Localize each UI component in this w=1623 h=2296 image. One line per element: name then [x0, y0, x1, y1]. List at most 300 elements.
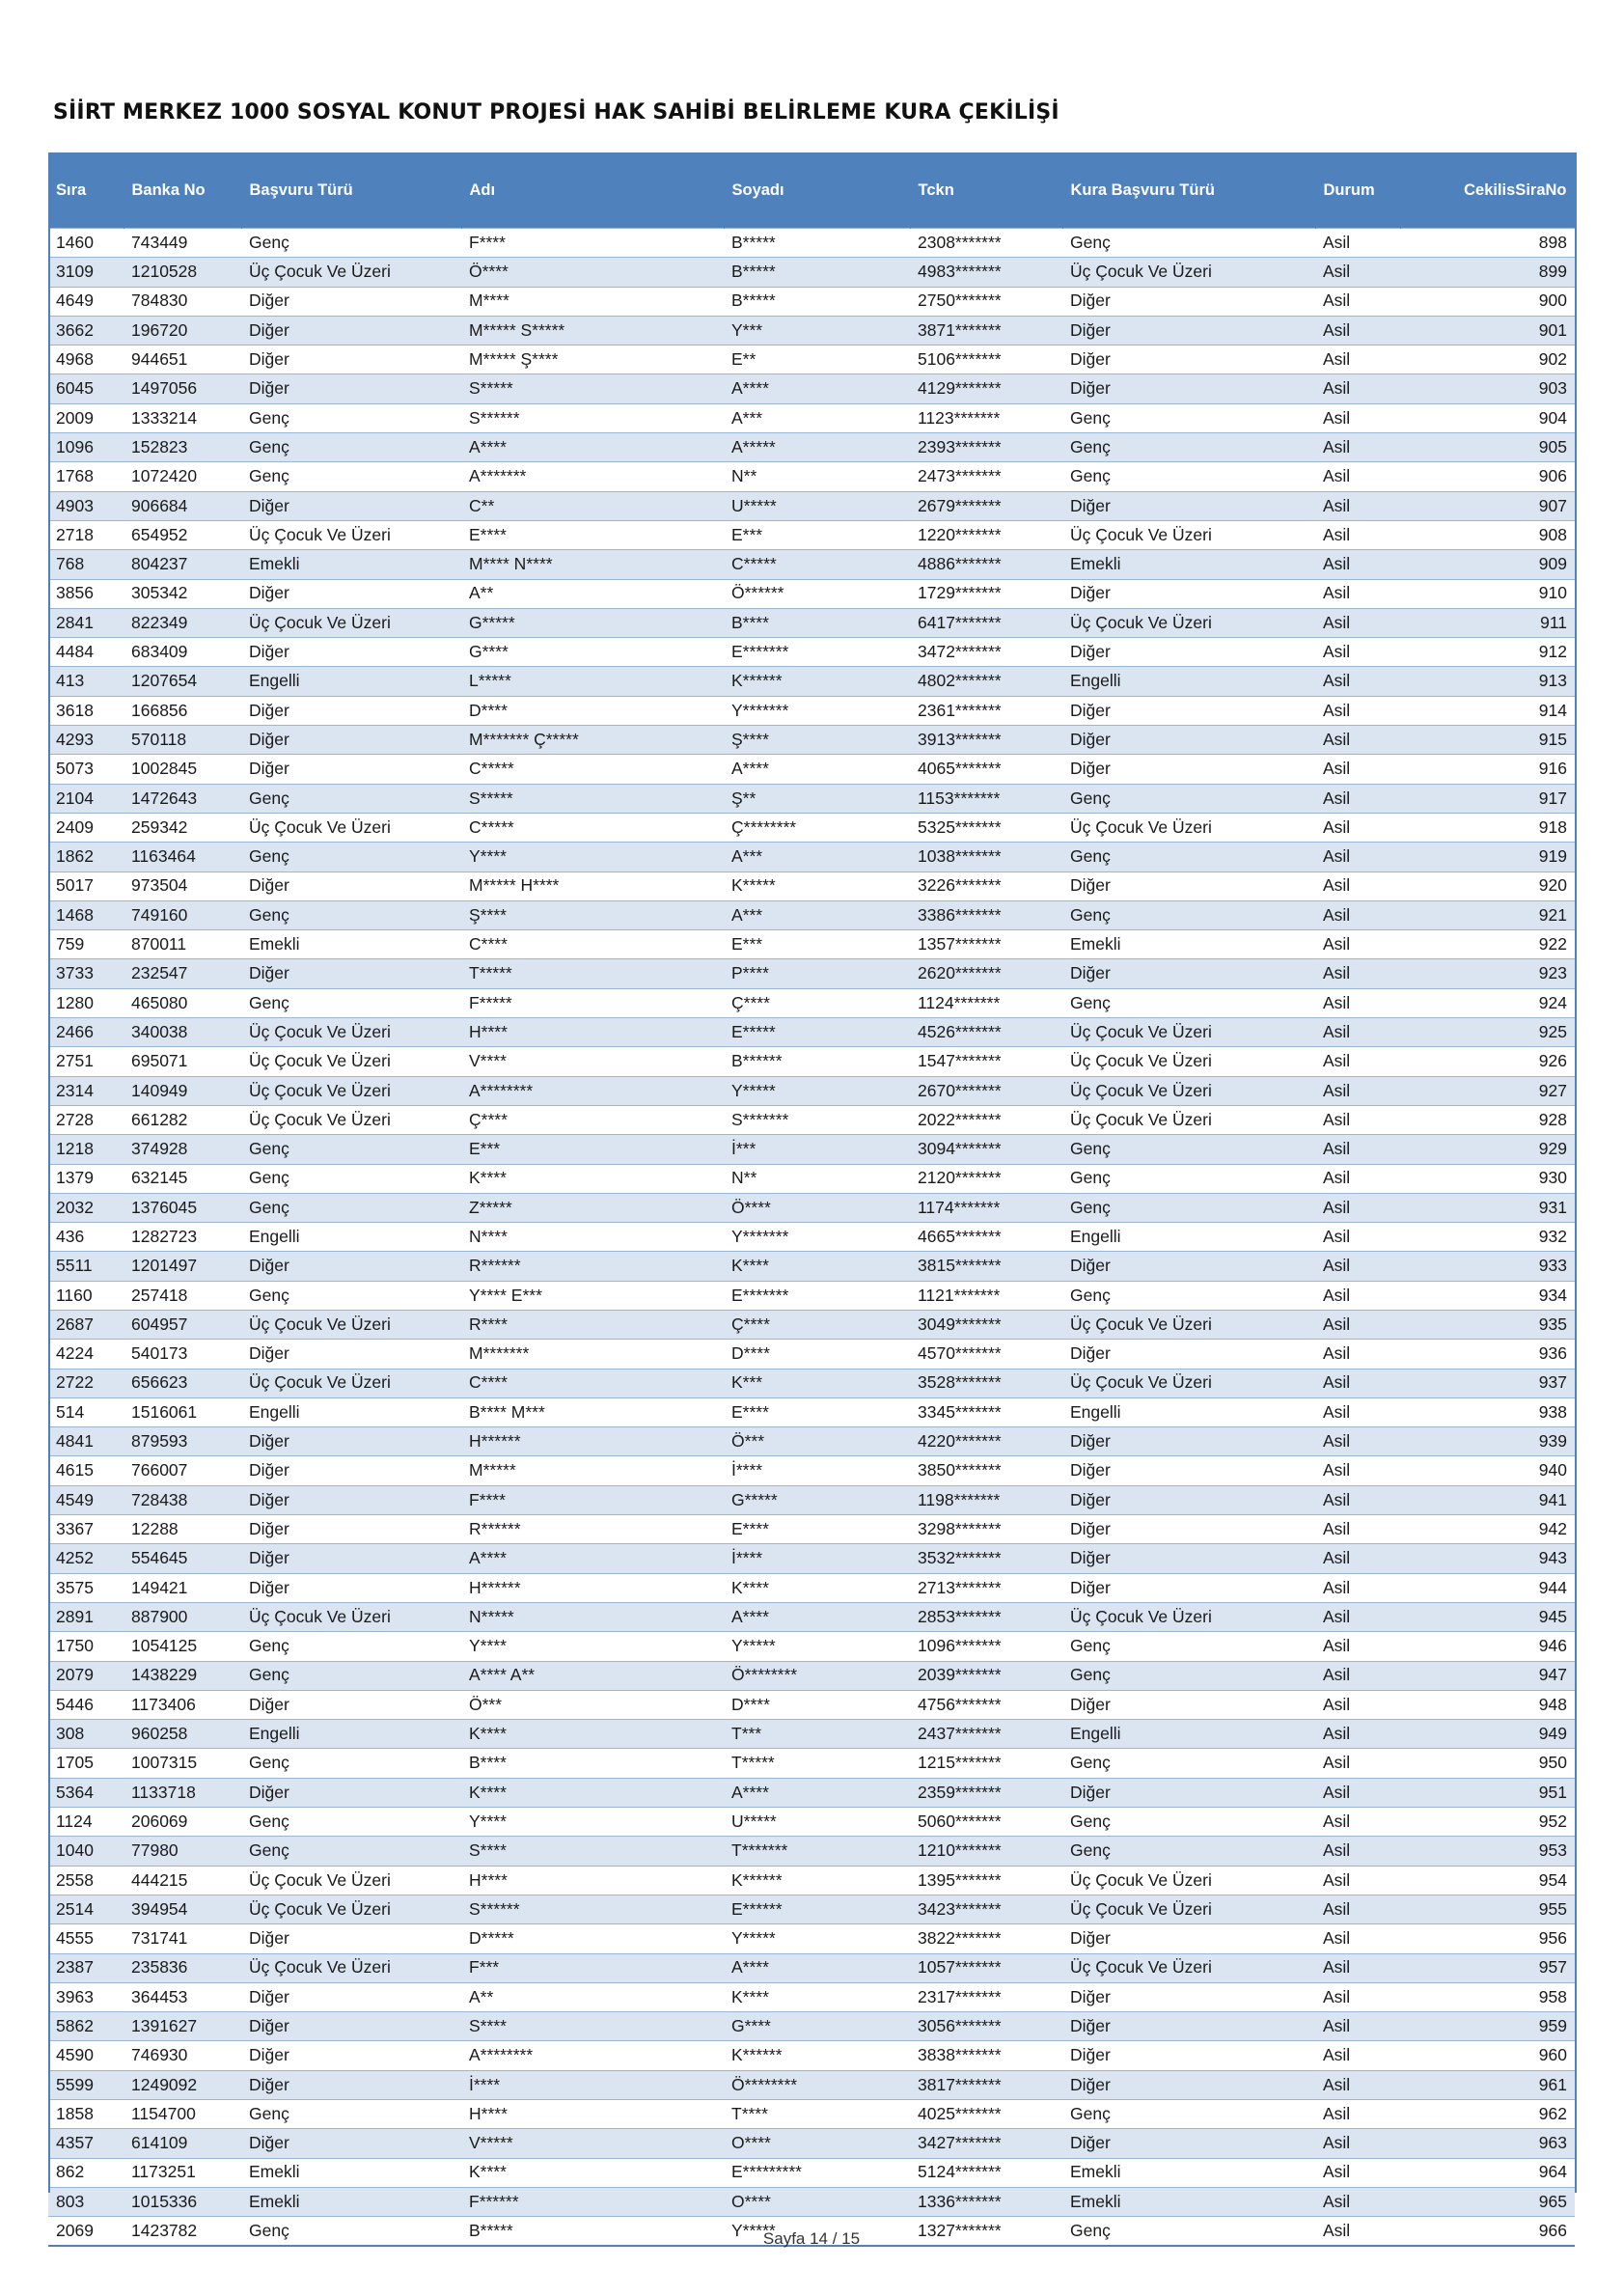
cell-adi: S**** — [461, 2012, 724, 2041]
cell-tckn: 1210******* — [910, 1837, 1062, 1866]
cell-sira: 768 — [48, 550, 124, 579]
table-row — [48, 229, 1575, 258]
cell-basvuru-turu: Diğer — [241, 1515, 461, 1544]
cell-kura-basvuru-turu: Diğer — [1062, 959, 1315, 988]
cell-basvuru-turu: Genç — [241, 1164, 461, 1193]
cell-kura-basvuru-turu: Genç — [1062, 403, 1315, 432]
cell-kura-basvuru-turu: Üç Çocuk Ve Üzeri — [1062, 1602, 1315, 1631]
cell-adi: İ**** — [461, 2070, 724, 2099]
cell-kura-basvuru-turu: Engelli — [1062, 667, 1315, 696]
cell-kura-basvuru-turu: Diğer — [1062, 1427, 1315, 1456]
cell-adi: B**** — [461, 1749, 724, 1778]
cell-basvuru-turu: Üç Çocuk Ve Üzeri — [241, 520, 461, 549]
cell-kura-basvuru-turu: Genç — [1062, 229, 1315, 258]
cell-banka-no: 1391627 — [124, 2012, 241, 2041]
cell-sira: 4549 — [48, 1485, 124, 1514]
cell-tckn: 1123******* — [910, 403, 1062, 432]
cell-sira: 4252 — [48, 1544, 124, 1573]
table-row — [48, 813, 1575, 842]
cell-cekilis-sira-no: 928 — [1400, 1105, 1575, 1134]
cell-kura-basvuru-turu: Diğer — [1062, 1778, 1315, 1807]
cell-basvuru-turu: Diğer — [241, 1456, 461, 1485]
cell-cekilis-sira-no: 914 — [1400, 696, 1575, 725]
cell-cekilis-sira-no: 917 — [1400, 784, 1575, 813]
cell-durum: Asil — [1315, 1544, 1400, 1573]
cell-sira: 2687 — [48, 1310, 124, 1339]
cell-adi: K**** — [461, 1720, 724, 1749]
table-row — [48, 1778, 1575, 1807]
cell-tckn: 1121******* — [910, 1281, 1062, 1310]
table-row — [48, 287, 1575, 316]
cell-sira: 1379 — [48, 1164, 124, 1193]
cell-durum: Asil — [1315, 1164, 1400, 1193]
cell-soyadi: E**** — [724, 1397, 910, 1426]
cell-adi: V**** — [461, 1047, 724, 1076]
cell-durum: Asil — [1315, 813, 1400, 842]
cell-sira: 1160 — [48, 1281, 124, 1310]
cell-sira: 1096 — [48, 433, 124, 462]
cell-tckn: 1198******* — [910, 1485, 1062, 1514]
cell-adi: R****** — [461, 1515, 724, 1544]
cell-adi: R****** — [461, 1252, 724, 1281]
cell-kura-basvuru-turu: Genç — [1062, 1193, 1315, 1222]
table-row — [48, 520, 1575, 549]
cell-banka-no: 1282723 — [124, 1223, 241, 1252]
cell-durum: Asil — [1315, 1515, 1400, 1544]
cell-kura-basvuru-turu: Üç Çocuk Ve Üzeri — [1062, 258, 1315, 287]
cell-soyadi: T*** — [724, 1720, 910, 1749]
cell-cekilis-sira-no: 963 — [1400, 2129, 1575, 2158]
cell-kura-basvuru-turu: Diğer — [1062, 316, 1315, 345]
cell-sira: 4484 — [48, 638, 124, 667]
cell-sira: 4903 — [48, 491, 124, 520]
cell-basvuru-turu: Genç — [241, 229, 461, 258]
cell-sira: 2841 — [48, 608, 124, 637]
cell-kura-basvuru-turu: Genç — [1062, 1632, 1315, 1661]
cell-soyadi: B***** — [724, 229, 910, 258]
cell-tckn: 4886******* — [910, 550, 1062, 579]
cell-adi: V***** — [461, 2129, 724, 2158]
cell-cekilis-sira-no: 926 — [1400, 1047, 1575, 1076]
cell-cekilis-sira-no: 931 — [1400, 1193, 1575, 1222]
cell-durum: Asil — [1315, 1105, 1400, 1134]
cell-basvuru-turu: Diğer — [241, 374, 461, 403]
cell-kura-basvuru-turu: Genç — [1062, 900, 1315, 929]
table-row — [48, 1866, 1575, 1895]
cell-basvuru-turu: Genç — [241, 784, 461, 813]
cell-adi: H**** — [461, 2100, 724, 2129]
cell-cekilis-sira-no: 929 — [1400, 1135, 1575, 1164]
cell-kura-basvuru-turu: Diğer — [1062, 1982, 1315, 2011]
cell-banka-no: 140949 — [124, 1076, 241, 1105]
cell-soyadi: Y***** — [724, 1076, 910, 1105]
cell-durum: Asil — [1315, 258, 1400, 287]
cell-kura-basvuru-turu: Engelli — [1062, 1397, 1315, 1426]
cell-sira: 3367 — [48, 1515, 124, 1544]
cell-kura-basvuru-turu: Genç — [1062, 1135, 1315, 1164]
cell-cekilis-sira-no: 959 — [1400, 2012, 1575, 2041]
cell-sira: 1750 — [48, 1632, 124, 1661]
cell-adi: F*** — [461, 1953, 724, 1982]
cell-durum: Asil — [1315, 462, 1400, 491]
cell-tckn: 3423******* — [910, 1895, 1062, 1923]
cell-soyadi: Ö**** — [724, 1193, 910, 1222]
cell-durum: Asil — [1315, 229, 1400, 258]
cell-tckn: 3226******* — [910, 871, 1062, 900]
cell-tckn: 1336******* — [910, 2187, 1062, 2216]
cell-adi: A******* — [461, 462, 724, 491]
cell-kura-basvuru-turu: Genç — [1062, 1281, 1315, 1310]
cell-banka-no: 540173 — [124, 1340, 241, 1369]
cell-adi: N**** — [461, 1223, 724, 1252]
cell-sira: 4590 — [48, 2041, 124, 2070]
cell-kura-basvuru-turu: Üç Çocuk Ve Üzeri — [1062, 1105, 1315, 1134]
table-row — [48, 638, 1575, 667]
cell-cekilis-sira-no: 946 — [1400, 1632, 1575, 1661]
cell-adi: F**** — [461, 1485, 724, 1514]
cell-adi: C**** — [461, 930, 724, 959]
table-row — [48, 1515, 1575, 1544]
cell-sira: 1280 — [48, 988, 124, 1017]
cell-basvuru-turu: Üç Çocuk Ve Üzeri — [241, 1105, 461, 1134]
cell-banka-no: 1438229 — [124, 1661, 241, 1690]
cell-soyadi: K**** — [724, 1573, 910, 1602]
cell-kura-basvuru-turu: Genç — [1062, 2100, 1315, 2129]
cell-durum: Asil — [1315, 1778, 1400, 1807]
cell-adi: Y**** — [461, 843, 724, 871]
cell-tckn: 3472******* — [910, 638, 1062, 667]
cell-kura-basvuru-turu: Engelli — [1062, 1223, 1315, 1252]
cell-cekilis-sira-no: 921 — [1400, 900, 1575, 929]
cell-basvuru-turu: Genç — [241, 1749, 461, 1778]
table-row — [48, 755, 1575, 784]
cell-soyadi: A*** — [724, 900, 910, 929]
cell-kura-basvuru-turu: Diğer — [1062, 1924, 1315, 1953]
cell-durum: Asil — [1315, 1924, 1400, 1953]
table-row — [48, 2012, 1575, 2041]
cell-sira: 862 — [48, 2158, 124, 2187]
cell-basvuru-turu: Diğer — [241, 871, 461, 900]
cell-durum: Asil — [1315, 433, 1400, 462]
cell-durum: Asil — [1315, 1661, 1400, 1690]
cell-tckn: 1057******* — [910, 1953, 1062, 1982]
cell-soyadi: Y***** — [724, 1924, 910, 1953]
cell-cekilis-sira-no: 918 — [1400, 813, 1575, 842]
table-row — [48, 1573, 1575, 1602]
cell-banka-no: 1333214 — [124, 403, 241, 432]
cell-soyadi: Ö****** — [724, 579, 910, 608]
cell-adi: Ö*** — [461, 1690, 724, 1719]
table-row — [48, 579, 1575, 608]
cell-tckn: 1327******* — [910, 2217, 1062, 2247]
cell-banka-no: 206069 — [124, 1808, 241, 1837]
cell-cekilis-sira-no: 944 — [1400, 1573, 1575, 1602]
cell-soyadi: S******* — [724, 1105, 910, 1134]
cell-tckn: 2317******* — [910, 1982, 1062, 2011]
cell-tckn: 4983******* — [910, 258, 1062, 287]
cell-soyadi: E*** — [724, 930, 910, 959]
cell-adi: T***** — [461, 959, 724, 988]
cell-banka-no: 1472643 — [124, 784, 241, 813]
table-row — [48, 667, 1575, 696]
cell-durum: Asil — [1315, 1808, 1400, 1837]
cell-cekilis-sira-no: 932 — [1400, 1223, 1575, 1252]
cell-durum: Asil — [1315, 1427, 1400, 1456]
table-row — [48, 843, 1575, 871]
cell-basvuru-turu: Üç Çocuk Ve Üzeri — [241, 1369, 461, 1397]
cell-adi: N***** — [461, 1602, 724, 1631]
cell-adi: H****** — [461, 1573, 724, 1602]
table-row — [48, 696, 1575, 725]
cell-adi: E**** — [461, 520, 724, 549]
cell-durum: Asil — [1315, 1866, 1400, 1895]
cell-basvuru-turu: Engelli — [241, 1397, 461, 1426]
cell-adi: B***** — [461, 2217, 724, 2247]
cell-durum: Asil — [1315, 784, 1400, 813]
cell-banka-no: 870011 — [124, 930, 241, 959]
cell-tckn: 3850******* — [910, 1456, 1062, 1485]
cell-durum: Asil — [1315, 2041, 1400, 2070]
cell-soyadi: G***** — [724, 1485, 910, 1514]
cell-sira: 4615 — [48, 1456, 124, 1485]
cell-sira: 2514 — [48, 1895, 124, 1923]
header-kura-basvuru-turu: Kura Başvuru Türü — [1062, 152, 1315, 229]
cell-durum: Asil — [1315, 1252, 1400, 1281]
cell-banka-no: 340038 — [124, 1018, 241, 1047]
cell-adi: A**** A** — [461, 1661, 724, 1690]
cell-adi: A** — [461, 579, 724, 608]
cell-cekilis-sira-no: 938 — [1400, 1397, 1575, 1426]
cell-kura-basvuru-turu: Diğer — [1062, 1456, 1315, 1485]
cell-cekilis-sira-no: 958 — [1400, 1982, 1575, 2011]
cell-kura-basvuru-turu: Diğer — [1062, 1340, 1315, 1369]
cell-tckn: 3345******* — [910, 1397, 1062, 1426]
cell-soyadi: E******* — [724, 638, 910, 667]
cell-tckn: 6417******* — [910, 608, 1062, 637]
cell-banka-no: 1002845 — [124, 755, 241, 784]
cell-banka-no: 149421 — [124, 1573, 241, 1602]
cell-cekilis-sira-no: 942 — [1400, 1515, 1575, 1544]
cell-durum: Asil — [1315, 988, 1400, 1017]
cell-soyadi: A*** — [724, 403, 910, 432]
cell-basvuru-turu: Diğer — [241, 755, 461, 784]
cell-adi: S**** — [461, 1837, 724, 1866]
cell-sira: 5862 — [48, 2012, 124, 2041]
cell-cekilis-sira-no: 937 — [1400, 1369, 1575, 1397]
cell-basvuru-turu: Diğer — [241, 316, 461, 345]
cell-durum: Asil — [1315, 1456, 1400, 1485]
cell-soyadi: Ç**** — [724, 1310, 910, 1339]
cell-kura-basvuru-turu: Emekli — [1062, 550, 1315, 579]
cell-durum: Asil — [1315, 579, 1400, 608]
cell-sira: 4841 — [48, 1427, 124, 1456]
cell-durum: Asil — [1315, 843, 1400, 871]
cell-banka-no: 1007315 — [124, 1749, 241, 1778]
table-row — [48, 1690, 1575, 1719]
cell-cekilis-sira-no: 902 — [1400, 346, 1575, 374]
cell-kura-basvuru-turu: Üç Çocuk Ve Üzeri — [1062, 1866, 1315, 1895]
cell-kura-basvuru-turu: Emekli — [1062, 930, 1315, 959]
cell-soyadi: B****** — [724, 1047, 910, 1076]
cell-sira: 3963 — [48, 1982, 124, 2011]
table-row — [48, 1808, 1575, 1837]
cell-basvuru-turu: Diğer — [241, 491, 461, 520]
cell-kura-basvuru-turu: Diğer — [1062, 638, 1315, 667]
cell-tckn: 4526******* — [910, 1018, 1062, 1047]
cell-adi: F****** — [461, 2187, 724, 2216]
cell-durum: Asil — [1315, 1340, 1400, 1369]
cell-basvuru-turu: Emekli — [241, 930, 461, 959]
header-soyadi: Soyadı — [724, 152, 910, 229]
cell-kura-basvuru-turu: Genç — [1062, 1661, 1315, 1690]
cell-kura-basvuru-turu: Diğer — [1062, 755, 1315, 784]
table-row — [48, 1953, 1575, 1982]
cell-soyadi: K****** — [724, 1866, 910, 1895]
cell-soyadi: A**** — [724, 1953, 910, 1982]
cell-adi: C***** — [461, 813, 724, 842]
cell-banka-no: 604957 — [124, 1310, 241, 1339]
cell-banka-no: 614109 — [124, 2129, 241, 2158]
cell-banka-no: 1210528 — [124, 258, 241, 287]
cell-kura-basvuru-turu: Diğer — [1062, 1544, 1315, 1573]
cell-sira: 2079 — [48, 1661, 124, 1690]
table-row — [48, 258, 1575, 287]
table-row — [48, 1602, 1575, 1631]
cell-soyadi: D**** — [724, 1340, 910, 1369]
cell-cekilis-sira-no: 954 — [1400, 1866, 1575, 1895]
cell-soyadi: C***** — [724, 550, 910, 579]
cell-sira: 3575 — [48, 1573, 124, 1602]
cell-durum: Asil — [1315, 346, 1400, 374]
cell-banka-no: 1133718 — [124, 1778, 241, 1807]
table-row — [48, 726, 1575, 755]
cell-soyadi: İ**** — [724, 1456, 910, 1485]
cell-banka-no: 822349 — [124, 608, 241, 637]
cell-soyadi: N** — [724, 462, 910, 491]
cell-basvuru-turu: Emekli — [241, 550, 461, 579]
cell-adi: Ç**** — [461, 1105, 724, 1134]
table-body — [48, 229, 1575, 2247]
table-row — [48, 1485, 1575, 1514]
cell-soyadi: Y*** — [724, 316, 910, 345]
cell-kura-basvuru-turu: Diğer — [1062, 346, 1315, 374]
cell-soyadi: U***** — [724, 1808, 910, 1837]
cell-sira: 3856 — [48, 579, 124, 608]
cell-soyadi: Ş** — [724, 784, 910, 813]
cell-banka-no: 1072420 — [124, 462, 241, 491]
cell-kura-basvuru-turu: Emekli — [1062, 2187, 1315, 2216]
cell-adi: S***** — [461, 784, 724, 813]
cell-soyadi: U***** — [724, 491, 910, 520]
cell-cekilis-sira-no: 945 — [1400, 1602, 1575, 1631]
table-row — [48, 2187, 1575, 2216]
cell-sira: 2718 — [48, 520, 124, 549]
table-row — [48, 462, 1575, 491]
cell-kura-basvuru-turu: Üç Çocuk Ve Üzeri — [1062, 813, 1315, 842]
cell-basvuru-turu: Genç — [241, 433, 461, 462]
cell-cekilis-sira-no: 965 — [1400, 2187, 1575, 2216]
cell-tckn: 2308******* — [910, 229, 1062, 258]
cell-basvuru-turu: Genç — [241, 900, 461, 929]
cell-durum: Asil — [1315, 696, 1400, 725]
cell-banka-no: 1163464 — [124, 843, 241, 871]
cell-basvuru-turu: Diğer — [241, 1252, 461, 1281]
cell-soyadi: B***** — [724, 287, 910, 316]
cell-tckn: 3298******* — [910, 1515, 1062, 1544]
cell-kura-basvuru-turu: Genç — [1062, 784, 1315, 813]
cell-kura-basvuru-turu: Genç — [1062, 843, 1315, 871]
cell-banka-no: 960258 — [124, 1720, 241, 1749]
cell-tckn: 3815******* — [910, 1252, 1062, 1281]
cell-cekilis-sira-no: 955 — [1400, 1895, 1575, 1923]
cell-basvuru-turu: Üç Çocuk Ve Üzeri — [241, 1953, 461, 1982]
cell-cekilis-sira-no: 961 — [1400, 2070, 1575, 2099]
cell-tckn: 2361******* — [910, 696, 1062, 725]
cell-adi: G**** — [461, 638, 724, 667]
cell-durum: Asil — [1315, 1135, 1400, 1164]
table-row — [48, 784, 1575, 813]
cell-cekilis-sira-no: 957 — [1400, 1953, 1575, 1982]
cell-basvuru-turu: Üç Çocuk Ve Üzeri — [241, 813, 461, 842]
cell-tckn: 2437******* — [910, 1720, 1062, 1749]
cell-soyadi: T***** — [724, 1749, 910, 1778]
cell-adi: A**** — [461, 433, 724, 462]
cell-banka-no: 394954 — [124, 1895, 241, 1923]
table-row — [48, 316, 1575, 345]
cell-sira: 2069 — [48, 2217, 124, 2247]
cell-durum: Asil — [1315, 2158, 1400, 2187]
cell-durum: Asil — [1315, 959, 1400, 988]
cell-adi: A******** — [461, 1076, 724, 1105]
cell-kura-basvuru-turu: Diğer — [1062, 1690, 1315, 1719]
table-row — [48, 1193, 1575, 1222]
cell-basvuru-turu: Üç Çocuk Ve Üzeri — [241, 1047, 461, 1076]
cell-basvuru-turu: Genç — [241, 2100, 461, 2129]
cell-adi: C** — [461, 491, 724, 520]
cell-sira: 2891 — [48, 1602, 124, 1631]
cell-cekilis-sira-no: 939 — [1400, 1427, 1575, 1456]
cell-basvuru-turu: Diğer — [241, 1340, 461, 1369]
cell-cekilis-sira-no: 956 — [1400, 1924, 1575, 1953]
cell-banka-no: 152823 — [124, 433, 241, 462]
cell-tckn: 2713******* — [910, 1573, 1062, 1602]
header-adi: Adı — [461, 152, 724, 229]
cell-basvuru-turu: Genç — [241, 462, 461, 491]
cell-banka-no: 944651 — [124, 346, 241, 374]
cell-banka-no: 766007 — [124, 1456, 241, 1485]
cell-basvuru-turu: Diğer — [241, 1924, 461, 1953]
cell-soyadi: Y******* — [724, 1223, 910, 1252]
cell-adi: F**** — [461, 229, 724, 258]
cell-cekilis-sira-no: 903 — [1400, 374, 1575, 403]
cell-tckn: 3528******* — [910, 1369, 1062, 1397]
cell-tckn: 5325******* — [910, 813, 1062, 842]
cell-sira: 2104 — [48, 784, 124, 813]
cell-banka-no: 1516061 — [124, 1397, 241, 1426]
table-row — [48, 374, 1575, 403]
cell-tckn: 1729******* — [910, 579, 1062, 608]
header-banka-no: Banka No — [124, 152, 241, 229]
table-row — [48, 1632, 1575, 1661]
cell-banka-no: 1423782 — [124, 2217, 241, 2247]
cell-cekilis-sira-no: 919 — [1400, 843, 1575, 871]
cell-tckn: 3532******* — [910, 1544, 1062, 1573]
cell-durum: Asil — [1315, 900, 1400, 929]
cell-adi: Y**** — [461, 1808, 724, 1837]
cell-durum: Asil — [1315, 2129, 1400, 2158]
table-row — [48, 2158, 1575, 2187]
cell-kura-basvuru-turu: Üç Çocuk Ve Üzeri — [1062, 1047, 1315, 1076]
